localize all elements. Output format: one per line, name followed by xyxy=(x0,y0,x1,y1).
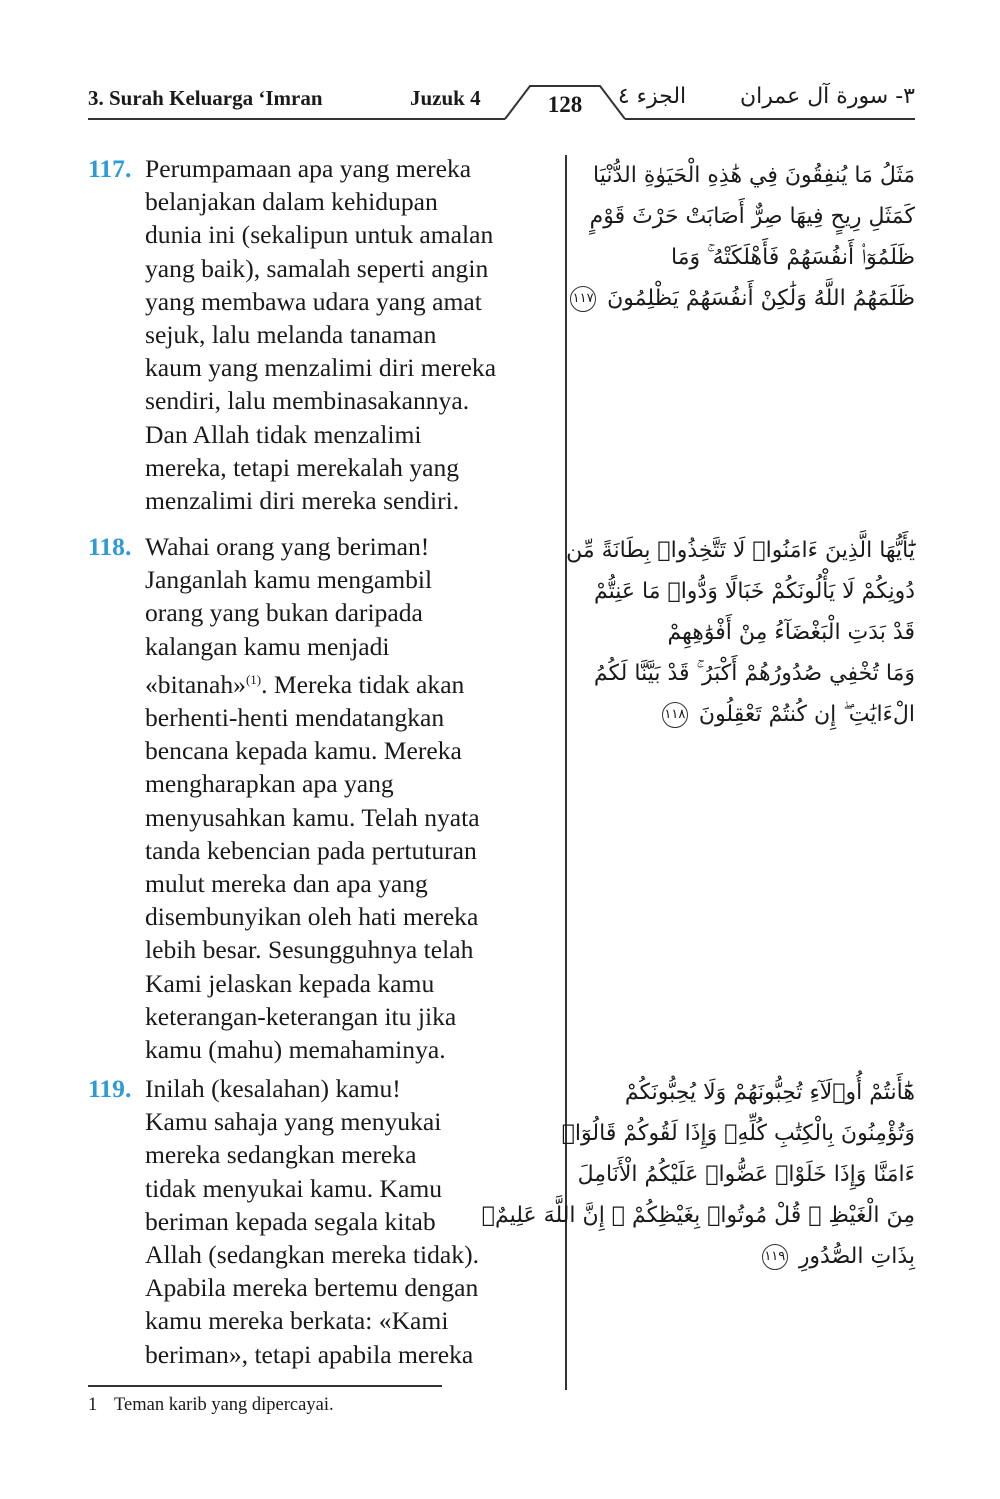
arabic-line: كَمَثَلِ رِيحٍ فِيهَا صِرٌّ أَصَابَتْ حَرْثَ قَوْمٍ xyxy=(589,204,915,229)
verse-line: mengharapkan apa yang xyxy=(145,769,394,799)
verse-line: sejuk, lalu melanda tanaman xyxy=(145,320,437,350)
footnote-text: Teman karib yang dipercayai. xyxy=(114,1395,334,1415)
verse-line: disembunyikan oleh hati mereka xyxy=(145,902,479,932)
verse-line: mereka sedangkan mereka xyxy=(145,1140,417,1170)
verse-line: kalangan kamu menjadi xyxy=(145,631,390,661)
arabic-text: ظَلَمَهُمُ اللَّهُ وَلَٰكِنْ أَنفُسَهُمْ يَظْلِمُونَ xyxy=(607,286,915,311)
verse-line: Wahai orang yang beriman! xyxy=(145,532,430,561)
verse-line: menyusahkan kamu. Telah nyata xyxy=(145,802,480,832)
arabic-text: الْءَايَٰتِ ۖ إِن كُنتُمْ تَعْقِلُونَ xyxy=(698,702,915,727)
verse-117-translation xyxy=(88,152,563,517)
verse-118-arabic xyxy=(566,530,915,735)
arabic-line: هَٰٓأَنتُمْ أُو۟لَآءِ تُحِبُّونَهُمْ وَلَا يُحِبُّونَكُمْ xyxy=(624,1080,915,1105)
footnote-rule xyxy=(88,1385,442,1387)
verse-line: menzalimi diri mereka sendiri. xyxy=(145,486,460,516)
bitanah-term: «bitanah» xyxy=(145,669,246,699)
verse-line-rest: . Mereka tidak akan xyxy=(261,669,465,699)
verse-line: beriman», tetapi apabila mereka xyxy=(145,1339,474,1369)
verse-line: orang yang bukan daripada xyxy=(145,598,423,628)
verse-line: tidak menyukai kamu. Kamu xyxy=(145,1173,443,1203)
verse-119-arabic xyxy=(481,1072,915,1277)
verse-line: yang membawa udara yang amat xyxy=(145,286,482,316)
header-juzuk: Juzuk 4 xyxy=(410,86,481,110)
page-number: 128 xyxy=(547,92,583,117)
verse-line: Inilah (kesalahan) kamu! xyxy=(145,1074,401,1103)
verse-line: kamu (mahu) memahaminya. xyxy=(145,1035,446,1065)
arabic-line: ظَلَمُوٓا۟ أَنفُسَهُمْ فَأَهْلَكَتْهُ ۚ وَمَا xyxy=(671,245,915,270)
arabic-line: دُونِكُمْ لَا يَأْلُونَكُمْ خَبَالًا وَدُّوا۟ مَا عَنِتُّمْ xyxy=(593,579,915,604)
ayah-end-marker: ١١٨ xyxy=(662,702,688,728)
verse-line xyxy=(145,663,563,701)
verse-118-translation xyxy=(88,530,563,1066)
verse-number: 118. xyxy=(88,532,132,561)
footnote xyxy=(88,1395,334,1416)
ayah-end-marker: ١١٩ xyxy=(762,1244,788,1270)
arabic-line: يَٰٓأَيُّهَا الَّذِينَ ءَامَنُوا۟ لَا تَتَّخِذُوا۟ بِطَانَةً مِّن xyxy=(566,538,915,563)
verse-line: mereka, tetapi merekalah yang xyxy=(145,452,460,482)
verse-line: belanjakan dalam kehidupan xyxy=(145,187,438,217)
header-rule xyxy=(0,0,1000,140)
verse-line: mulut mereka dan apa yang xyxy=(145,869,428,899)
verse-line: Perumpamaan apa yang mereka xyxy=(145,154,472,183)
arabic-line: مِنَ الْغَيْظِ ۚ قُلْ مُوتُوا۟ بِغَيْظِكُمْ ۗ إِنَّ اللَّهَ عَلِيمٌۢ xyxy=(481,1203,915,1228)
verse-line: Allah (sedangkan mereka tidak). xyxy=(145,1240,480,1270)
header-surah-arabic: ٣- سورة آل عمران xyxy=(739,84,915,109)
verse-line: Dan Allah tidak menzalimi xyxy=(145,419,422,449)
footnote-number: 1 xyxy=(88,1395,98,1415)
footnote-reference[interactable]: (1) xyxy=(245,671,262,687)
verse-number: 119. xyxy=(88,1074,132,1103)
ayah-end-marker: ١١٧ xyxy=(570,286,596,312)
arabic-line xyxy=(595,1236,915,1277)
verse-line: Kamu sahaja yang menyukai xyxy=(145,1107,442,1137)
verse-line: sendiri, lalu membinasakannya. xyxy=(145,386,470,416)
verse-line: keterangan-keterangan itu jika xyxy=(145,1001,457,1031)
verse-117-arabic xyxy=(572,155,915,319)
verse-line: beriman kepada segala kitab xyxy=(145,1206,436,1236)
verse-line: kaum yang menzalimi diri mereka xyxy=(145,353,497,383)
verse-line: tanda kebencian pada pertuturan xyxy=(145,835,477,865)
verse-line: dunia ini (sekalipun untuk amalan xyxy=(145,220,494,250)
arabic-line: مَثَلُ مَا يُنفِقُونَ فِي هَٰذِهِ الْحَيَوٰةِ الدُّنْيَا xyxy=(593,163,915,188)
verse-number: 117. xyxy=(88,154,132,183)
arabic-line: وَتُؤْمِنُونَ بِالْكِتَٰبِ كُلِّهِۦ وَإِذَا لَقُوكُمْ قَالُوٓا۟ xyxy=(561,1121,915,1146)
verse-line: Apabila mereka bertemu dengan xyxy=(145,1273,479,1303)
arabic-line: ءَامَنَّا وَإِذَا خَلَوْا۟ عَضُّوا۟ عَلَيْكُمُ الْأَنَامِلَ xyxy=(577,1162,915,1187)
verse-line: Kami jelaskan kepada kamu xyxy=(145,968,435,998)
arabic-text: بِذَاتِ الصُّدُورِ xyxy=(798,1244,915,1269)
header-surah-title: 3. Surah Keluarga ‘Imran xyxy=(88,86,323,110)
arabic-line xyxy=(595,694,915,735)
verse-line: Janganlah kamu mengambil xyxy=(145,565,433,595)
arabic-line xyxy=(572,278,915,319)
verse-line: bencana kepada kamu. Mereka xyxy=(145,736,462,766)
verse-line: lebih besar. Sesungguhnya telah xyxy=(145,935,474,965)
arabic-line: قَدْ بَدَتِ الْبَغْضَآءُ مِنْ أَفْوَٰهِهِمْ xyxy=(667,620,915,645)
header-juz-arabic: الجزء ٤ xyxy=(617,84,687,109)
verse-line: berhenti-henti mendatangkan xyxy=(145,703,445,733)
verse-line: kamu mereka berkata: «Kami xyxy=(145,1306,449,1336)
verse-line: yang baik), samalah seperti angin xyxy=(145,253,489,283)
arabic-line: وَمَا تُخْفِي صُدُورُهُمْ أَكْبَرُ ۚ قَدْ بَيَّنَّا لَكُمُ xyxy=(593,661,915,686)
